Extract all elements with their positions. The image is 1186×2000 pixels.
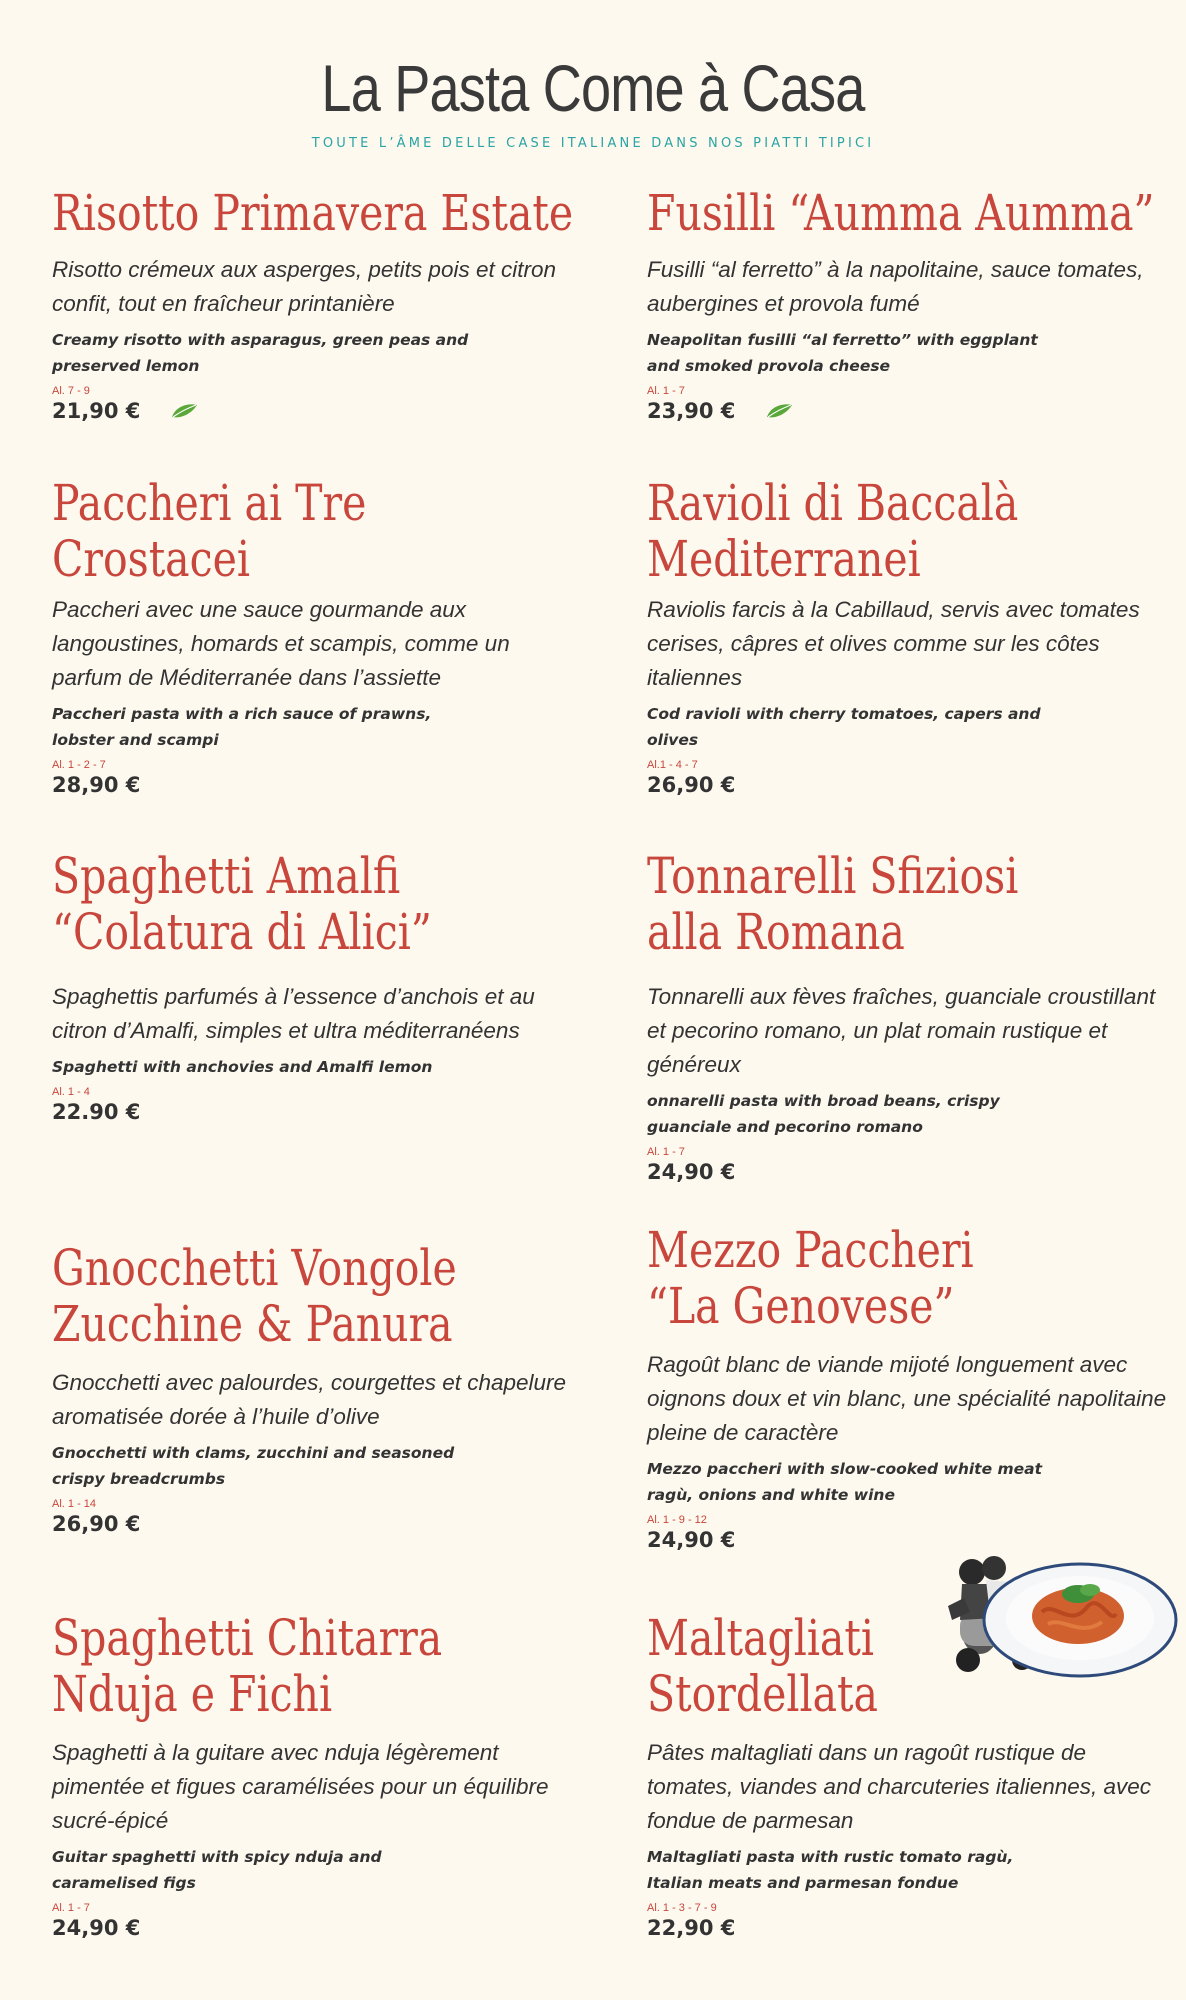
dish-name: Risotto Primavera Estate (52, 184, 574, 242)
dish-description-en: Neapolitan fusilli “al ferretto” with eggplant and smoked provola cheese (647, 331, 1038, 375)
dish-paccheri-crostacei (52, 475, 612, 797)
dish-price: 23,90 € (647, 399, 736, 423)
dish-spaghetti-amalfi (52, 848, 612, 1124)
leaf-icon (765, 403, 793, 419)
price-row (52, 773, 612, 797)
dish-allergens: Al. 1 - 4 (52, 1086, 90, 1098)
dish-name: Fusilli “Aumma Aumma” (647, 184, 1155, 242)
dish-tonnarelli-romana (647, 848, 1186, 1184)
dish-allergens: Al. 1 - 2 - 7 (52, 759, 106, 771)
dish-description-fr: Spaghetti à la guitare avec nduja légèrement pimentée et figues caramélisées pour un équilibre sucré-épicé (52, 1740, 549, 1833)
price-row (647, 399, 1186, 423)
dish-price: 22.90 € (52, 1100, 141, 1124)
dish-name: Paccheri ai Tre Crostacei (52, 474, 367, 588)
dish-price: 24,90 € (647, 1160, 736, 1184)
price-row (52, 1916, 612, 1940)
page-subtitle: TOUTE L’ÂME DELLE CASE ITALIANE DANS NOS PIATTI TIPICI (311, 136, 875, 151)
dish-name: Spaghetti Chitarra Nduja e Fichi (52, 1609, 443, 1723)
dish-description-fr: Fusilli “al ferretto” à la napolitaine, sauce tomates, aubergines et provola fumé (647, 257, 1144, 316)
dish-ravioli-baccala (647, 475, 1186, 797)
dish-price: 22,90 € (647, 1916, 736, 1940)
dish-allergens: Al. 1 - 7 (52, 1902, 90, 1914)
menu-header (0, 48, 1186, 151)
dish-price: 24,90 € (647, 1528, 736, 1552)
page-title: La Pasta Come à Casa (321, 51, 865, 125)
dish-spaghetti-chitarra (52, 1610, 612, 1940)
dish-price: 24,90 € (52, 1916, 141, 1940)
dish-allergens: Al.1 - 4 - 7 (647, 759, 698, 771)
dish-description-fr: Gnocchetti avec palourdes, courgettes et chapelure aromatisée dorée à l’huile d’olive (52, 1370, 567, 1429)
dish-price: 26,90 € (52, 1512, 141, 1536)
price-row (647, 1916, 1186, 1940)
leaf-icon (170, 403, 198, 419)
dish-description-en: onnarelli pasta with broad beans, crispy guanciale and pecorino romano (647, 1092, 1000, 1136)
dish-fusilli-aumma (647, 185, 1186, 423)
dish-price: 26,90 € (647, 773, 736, 797)
dish-name: Tonnarelli Sfiziosi alla Romana (647, 847, 1019, 961)
dish-allergens: Al. 1 - 7 (647, 1146, 685, 1158)
dish-name: Maltagliati Stordellata (647, 1609, 878, 1723)
price-row (52, 1512, 612, 1536)
dish-description-fr: Tonnarelli aux fèves fraîches, guanciale croustillant et pecorino romano, un plat romain rustique et généreux (647, 984, 1156, 1077)
price-row (647, 773, 1186, 797)
dish-gnocchetti-vongole (52, 1240, 612, 1536)
dish-description-en: Paccheri pasta with a rich sauce of prawns, lobster and scampi (52, 705, 432, 749)
dish-allergens: Al. 7 - 9 (52, 385, 90, 397)
dish-description-fr: Ragoût blanc de viande mijoté longuement avec oignons doux et vin blanc, une spécialité napolitaine pleine de caractère (647, 1352, 1167, 1445)
dish-description-en: Mezzo paccheri with slow-cooked white meat ragù, onions and white wine (647, 1460, 1043, 1504)
dish-description-fr: Paccheri avec une sauce gourmande aux langoustines, homards et scampis, comme un parfum de Méditerranée dans l’assiette (52, 597, 510, 690)
dish-allergens: Al. 1 - 9 - 12 (647, 1514, 707, 1526)
dish-description-en: Creamy risotto with asparagus, green peas and preserved lemon (52, 331, 469, 375)
dish-description-fr: Raviolis farcis à la Cabillaud, servis avec tomates cerises, câpres et olives comme sur les côtes italiennes (647, 597, 1140, 690)
dish-allergens: Al. 1 - 3 - 7 - 9 (647, 1902, 717, 1914)
dish-description-en: Gnocchetti with clams, zucchini and seasoned crispy breadcrumbs (52, 1444, 455, 1488)
dish-description-en: Maltagliati pasta with rustic tomato ragù, Italian meats and parmesan fondue (647, 1848, 1014, 1892)
dish-name: Spaghetti Amalfi “Colatura di Alici” (52, 847, 432, 961)
dish-description-fr: Spaghettis parfumés à l’essence d’anchois et au citron d’Amalfi, simples et ultra méditerranéens (52, 984, 535, 1043)
dish-description-en: Spaghetti with anchovies and Amalfi lemon (52, 1058, 433, 1076)
dish-price: 21,90 € (52, 399, 141, 423)
pasta-plate-icon (984, 1564, 1176, 1676)
dish-description-fr: Pâtes maltagliati dans un ragoût rustique de tomates, viandes and charcuteries italiennes, avec fondue de parmesan (647, 1740, 1152, 1833)
price-row (647, 1160, 1186, 1184)
dish-name: Gnocchetti Vongole Zucchine & Panura (52, 1239, 457, 1353)
price-row (52, 1100, 612, 1124)
dish-description-en: Guitar spaghetti with spicy nduja and caramelised figs (52, 1848, 382, 1892)
price-row (52, 399, 612, 423)
dish-description-fr: Risotto crémeux aux asperges, petits pois et citron confit, tout en fraîcheur printanière (52, 257, 556, 316)
scooter-pasta-illustration (930, 1520, 1178, 1690)
dish-price: 28,90 € (52, 773, 141, 797)
dish-name: Ravioli di Baccalà Mediterranei (647, 474, 1019, 588)
dish-allergens: Al. 1 - 14 (52, 1498, 97, 1510)
dish-risotto-primavera (52, 185, 612, 423)
dish-allergens: Al. 1 - 7 (647, 385, 685, 397)
dish-mezzo-paccheri (647, 1222, 1186, 1552)
dish-name: Mezzo Paccheri “La Genovese” (647, 1221, 974, 1335)
dish-description-en: Cod ravioli with cherry tomatoes, capers and olives (647, 705, 1041, 749)
